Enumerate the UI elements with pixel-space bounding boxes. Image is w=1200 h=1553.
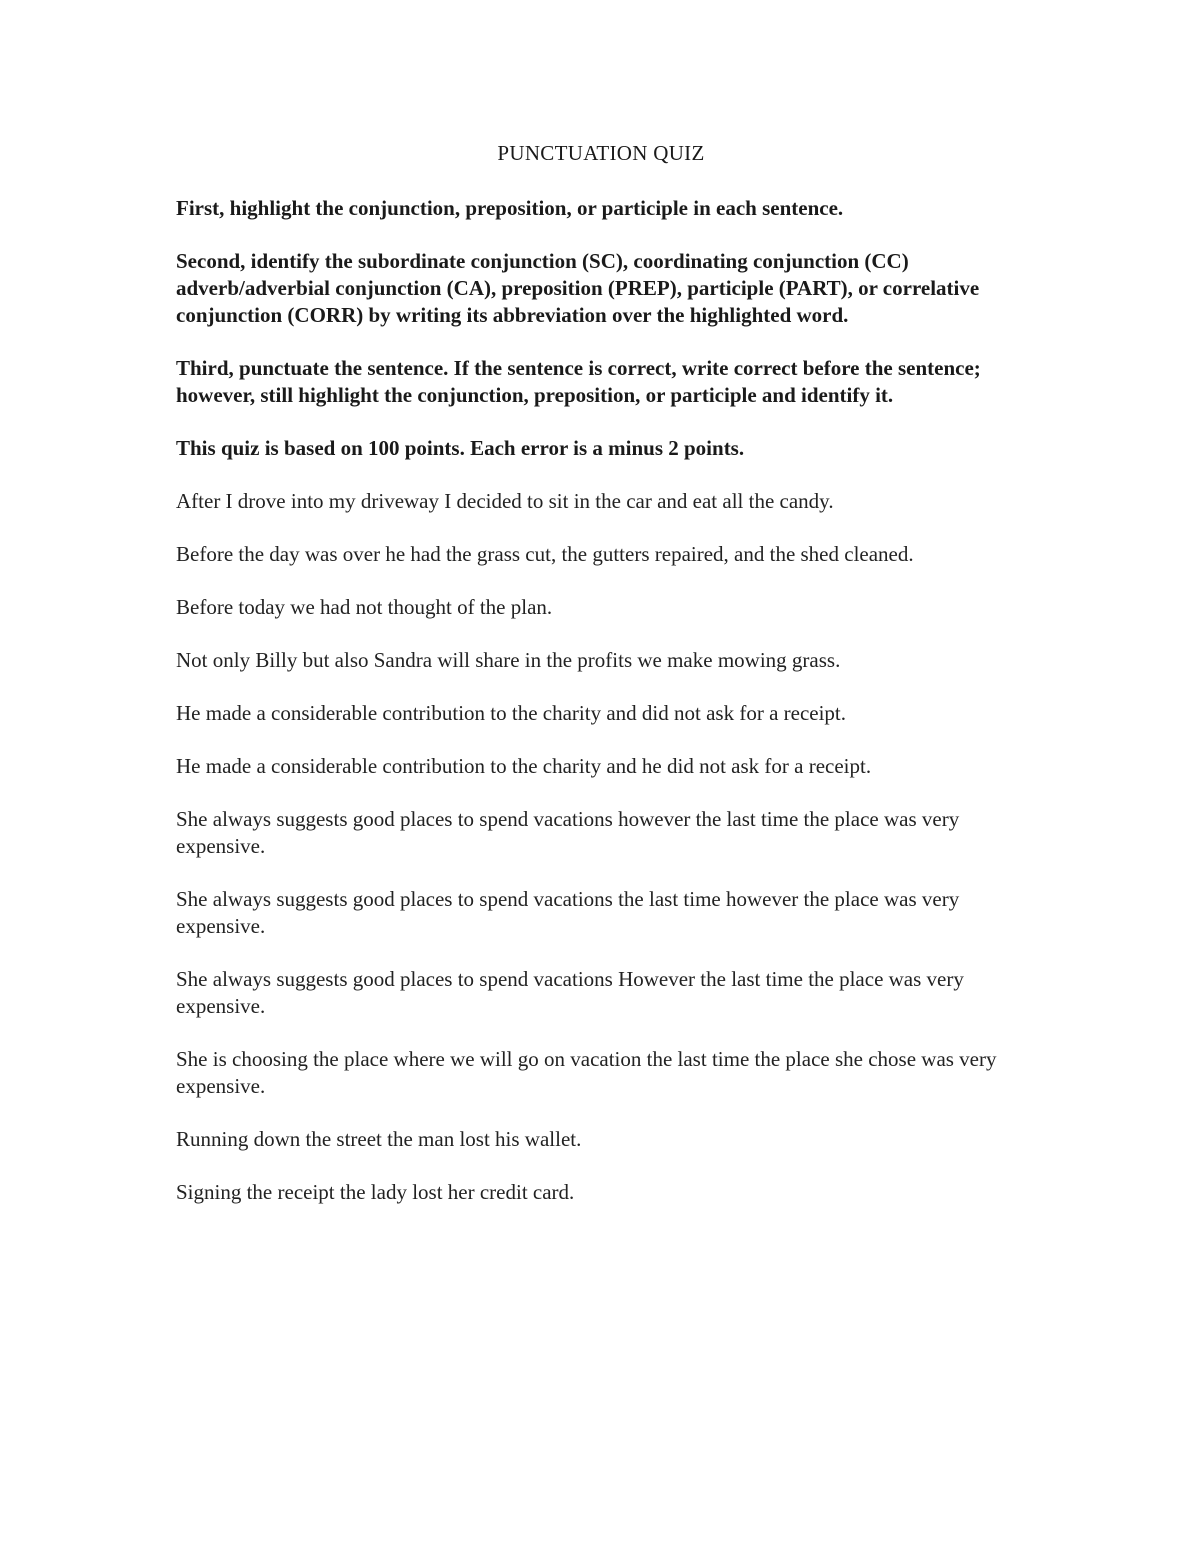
document-page	[176, 140, 1026, 1232]
quiz-sentence: She always suggests good places to spend vacations however the last time the place was very expensive.	[176, 807, 960, 859]
quiz-sentence: He made a considerable contribution to the charity and he did not ask for a receipt.	[176, 754, 872, 779]
quiz-sentence: Not only Billy but also Sandra will share in the profits we make mowing grass.	[176, 648, 841, 673]
quiz-sentence: She is choosing the place where we will go on vacation the last time the place she chose was very expensive.	[176, 1047, 997, 1099]
quiz-sentence: Signing the receipt the lady lost her credit card.	[176, 1180, 575, 1205]
quiz-sentence: She always suggests good places to spend vacations the last time however the place was very expensive.	[176, 887, 960, 939]
quiz-sentence: Before today we had not thought of the plan.	[176, 595, 553, 620]
quiz-sentence: He made a considerable contribution to the charity and did not ask for a receipt.	[176, 701, 847, 726]
quiz-sentence: After I drove into my driveway I decided to sit in the car and eat all the candy.	[176, 489, 834, 514]
instruction-third: Third, punctuate the sentence. If the sentence is correct, write correct before the sentence; however, still highlight the conjunction, preposition, or participle and identify it.	[176, 356, 981, 408]
instruction-first: First, highlight the conjunction, preposition, or participle in each sentence.	[176, 196, 844, 221]
instruction-second: Second, identify the subordinate conjunction (SC), coordinating conjunction (CC) adverb/adverbial conjunction (CA), preposition (PREP), participle (PART), or correlative conjunction (CORR) by writing its abbreviation over the highlighted word.	[176, 249, 980, 328]
quiz-sentence: Before the day was over he had the grass cut, the gutters repaired, and the shed cleaned.	[176, 542, 914, 567]
instruction-scoring: This quiz is based on 100 points. Each error is a minus 2 points.	[176, 436, 745, 461]
document-title: PUNCTUATION QUIZ	[497, 141, 705, 165]
quiz-sentence: Running down the street the man lost his wallet.	[176, 1127, 582, 1152]
quiz-sentence: She always suggests good places to spend vacations However the last time the place was very expensive.	[176, 967, 964, 1019]
